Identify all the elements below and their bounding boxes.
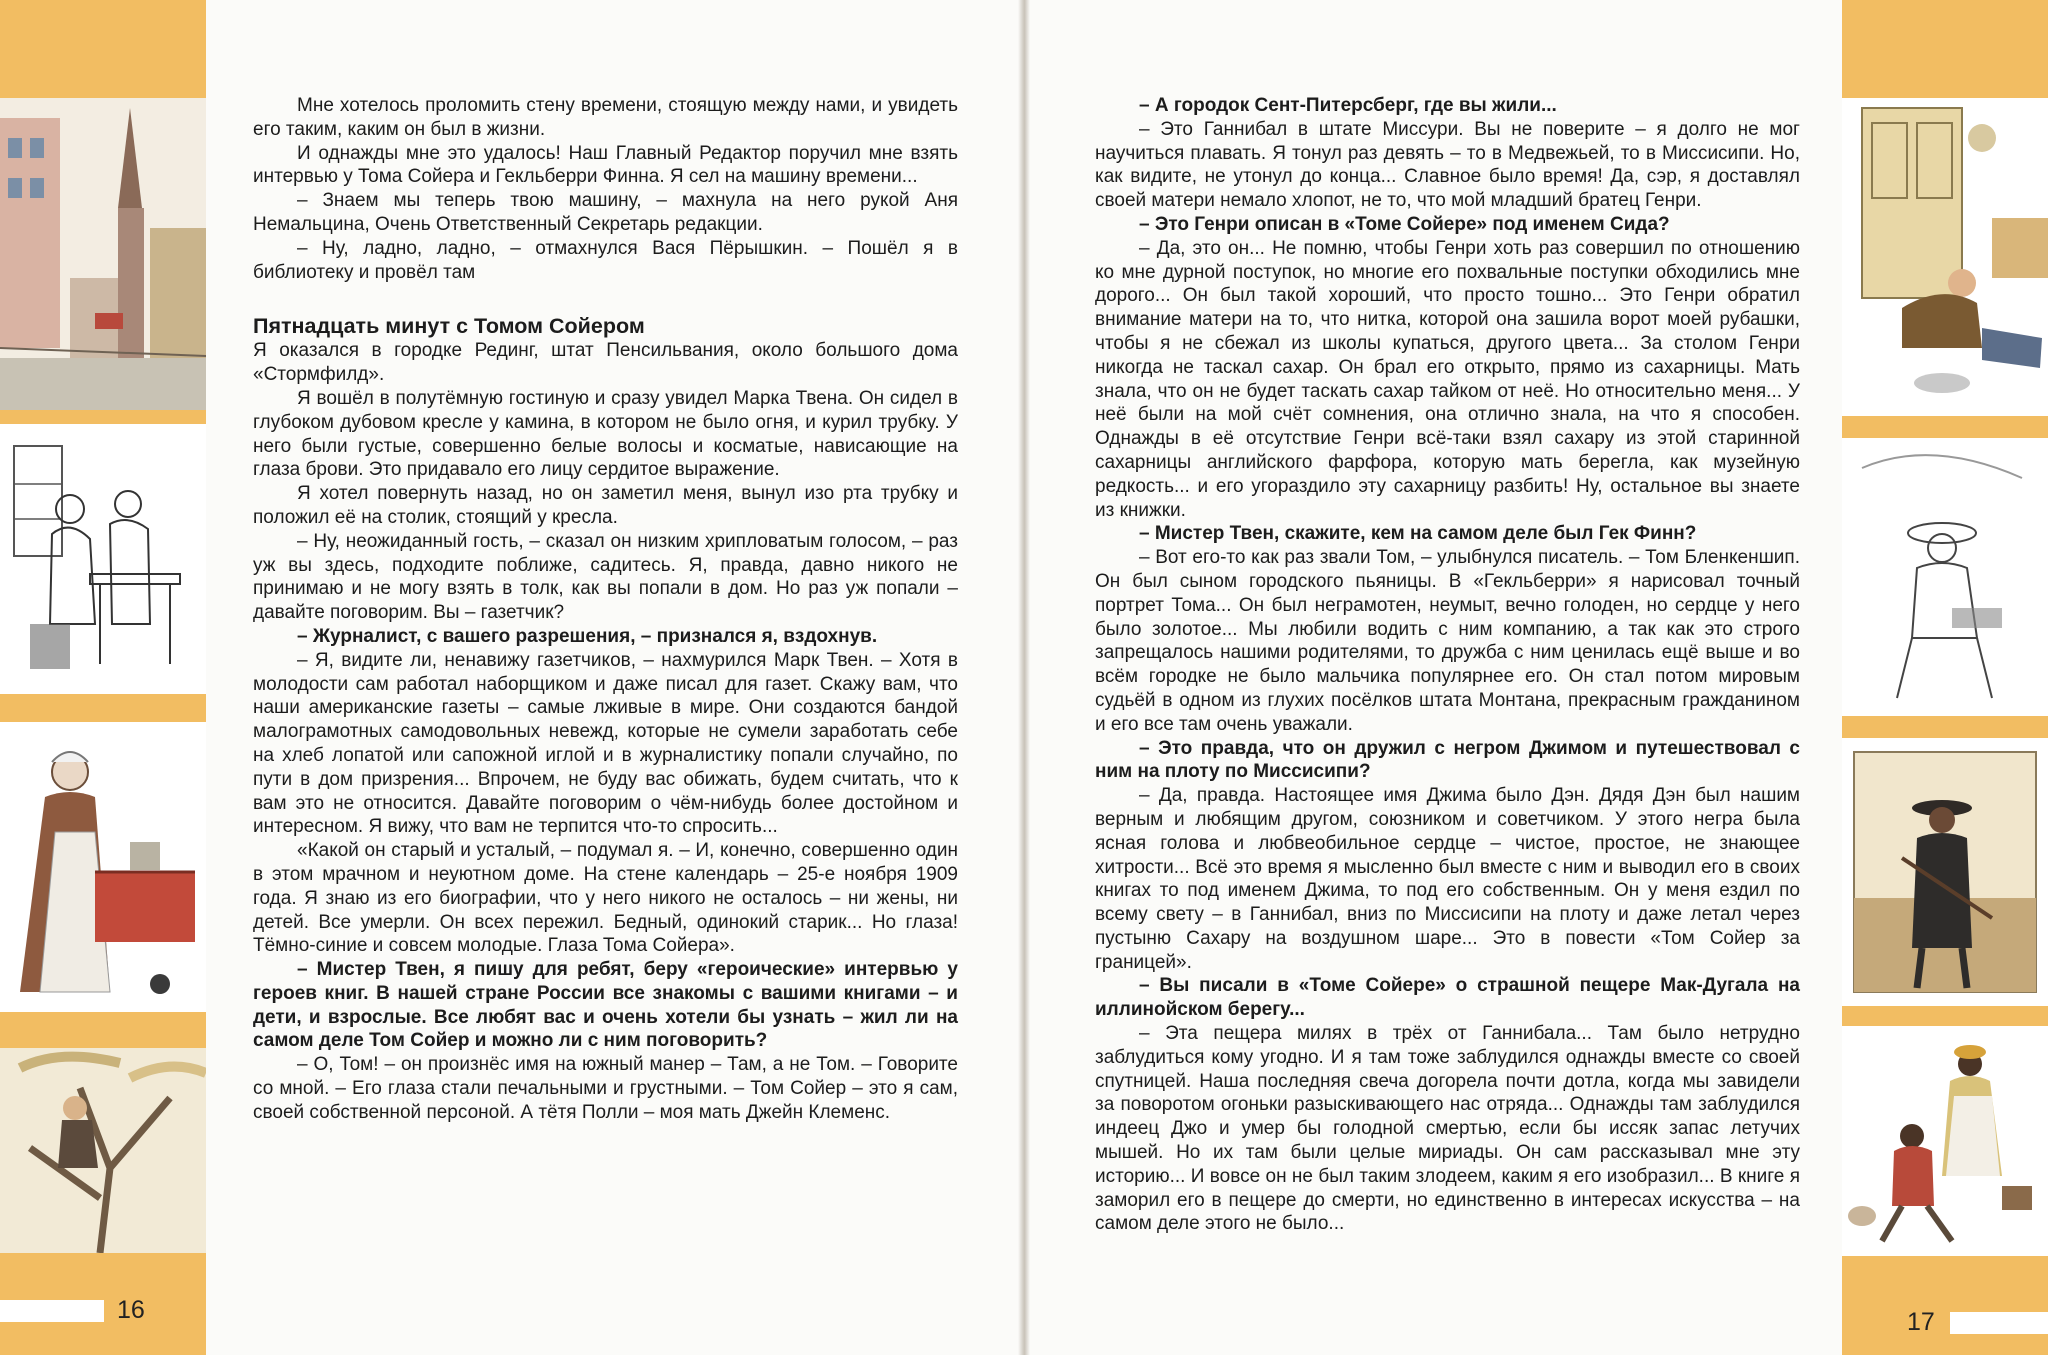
right-text-column	[1095, 94, 1800, 1236]
paragraph: – Я, видите ли, ненавижу газетчиков, – нахмурился Марк Твен. – Хотя в молодости сам работал наборщиком и даже писал для газет. Скажу вам, что наши американские газеты – самые лживые в мире. Они создаются бандой малограмотных самодовольных невежд, которые не сумели заработать себе на хлеб лопатой или сапожной иглой и в журналистику попали случайно, по пути в дом призрения... Впрочем, не буду вас обижать, будем считать, что к вам это не относится. Давайте поговорим о чём-нибудь более достойном и интересном. Я вижу, что вам не терпится что-то спросить...	[253, 649, 958, 838]
interviewer-question: – Мистер Твен, я пишу для ребят, беру «героические» интервью у героев книг. В нашей стране России все знакомы с вашими книгами – и дети, и взрослые. Все любят вас и очень хотели бы узнать – жил ли на самом деле Том Сойер и можно ли с ним поговорить?	[253, 959, 958, 1052]
left-illustration-column	[0, 0, 206, 1355]
left-page	[0, 0, 1022, 1355]
accent-band	[1842, 716, 2048, 738]
paragraph: Я вошёл в полутёмную гостиную и сразу увидел Марка Твена. Он сидел в глубоком дубовом кресле у камина, в котором не было огня, и курил трубку. У него были густые, совершенно белые волосы и косматые, нависающие на глаза брови. Это придавало его лицу сердитое выражение.	[253, 387, 958, 481]
right-body-text	[1095, 94, 1800, 1236]
paragraph: – Да, это он... Не помню, чтобы Генри хоть раз совершил по отношению ко мне дурной поступок, но многие его похвальные поступки обходились мне дорого... Он был такой хороший, что просто тошно... Это Генри обратил внимание матери на то, что нитка, которой она зашила ворот моей рубашки, чтобы я не сбежал из школы купаться, другого цвета... За столом Генри никогда не таскал сахар. Он брал его открыто, прямо из сахарницы. Мать знала, что он не будет таскать сахар тайком от неё. Но относительно меня... У неё были на мой счёт сомнения, она отлично знала, на что я способен. Однажды в её отсутствие Генри всё-таки взял сахару из этой старинной сахарницы английского фарфора, которую мать берегла, как музейную редкость... и его угораздило эту сахарницу разбить! Ну, остальное вы знаете из книжки.	[1095, 237, 1800, 521]
accent-band	[0, 0, 206, 98]
paragraph: – Вот его-то как раз звали Том, – улыбнулся писатель. – Том Бленкеншип. Он был сыном городского пьяницы. В «Гекльберри» я нарисовал точный портрет Тома... Он был неграмотен, неумыт, вечно голоден, но сердце у него было золотое... Мы любили водить с ним компанию, а так как это строго запрещалось нашими родителями, то дружба с ним ценилась ещё выше и во всём городке не было мальчика популярнее его. Он стал потом мировым судьёй в одном из глухих посёлков штата Монтана, прекрасным гражданином и его все там очень уважали.	[1095, 547, 1800, 735]
paragraph: Я хотел повернуть назад, но он заметил меня, вынул изо рта трубку и положил её на столик, стоящий у кресла.	[253, 483, 958, 528]
paragraph: Мне хотелось проломить стену времени, стоящую между нами, и увидеть его таким, каким он был в жизни.	[253, 95, 958, 140]
page-number: 16	[117, 1296, 145, 1324]
interviewer-question: – Вы писали в «Томе Сойере» о страшной пещере Мак-Дугала на иллинойском берегу...	[1095, 975, 1800, 1021]
accent-band	[1842, 0, 2048, 98]
page-number-tab	[0, 1300, 104, 1322]
lead-paragraph: Я оказался в городке Рединг, штат Пенсильвания, около большого дома «Стормфилд».	[253, 340, 958, 386]
interviewer-question: – Журналист, с вашего разрешения, – признался я, вздохнув.	[297, 625, 878, 647]
injun-joe-illustration	[1842, 738, 2048, 1006]
paragraph: И однажды мне это удалось! Наш Главный Редактор поручил мне взять интервью у Тома Сойера и Гекльберри Финна. Я сел на машину времени...	[253, 142, 958, 188]
left-text-column	[253, 94, 958, 1125]
book-gutter	[1018, 0, 1030, 1355]
paragraph: – Да, правда. Настоящее имя Джима было Дэн. Дядя Дэн был нашим верным и любящим другом, союзником и советчиком. У этого негра была ясная голова и любвеобильное сердце – чистое, простое, не знающее хитрости... Всё это время я мысленно был вместе с ним и выводил его в своих книгах то под именем Джима, то под его собственным. Он у меня ездил по всему свету – в Ганнибал, вниз по Миссисипи на плоту и даже летал через пустыню Сахару на воздушном шаре... Это в повести «Том Сойер за границей».	[1095, 785, 1800, 973]
jim-and-boys-illustration	[1842, 1026, 2048, 1256]
interviewer-question: – Это Генри описан в «Томе Сойере» под именем Сида?	[1139, 213, 1670, 235]
right-illustration-column	[1842, 0, 2048, 1355]
paragraph: – Ну, ладно, ладно, – отмахнулся Вася Пёрышкин. – Пошёл я в библиотеку и провёл там	[253, 237, 958, 283]
huck-sketch-illustration	[1842, 438, 2048, 716]
paragraph: – Ну, неожиданный гость, – сказал он низким хрипловатым голосом, – раз уж вы здесь, подходите поближе, садитесь. Я, правда, давно никого не принимаю и не могу взять в толк, как вы попали в дом. Но раз уж попали – давайте поговорим. Вы – газетчик?	[253, 530, 958, 624]
tom-crawling-illustration	[1842, 98, 2048, 416]
left-body-text	[253, 387, 958, 1125]
section-heading: Пятнадцать минут с Томом Сойером	[253, 314, 645, 339]
aunt-polly-illustration	[0, 722, 206, 1012]
paragraph: – Знаем мы теперь твою машину, – махнула на него рукой Аня Немальцина, Очень Ответственный Секретарь редакции.	[253, 190, 958, 235]
page-number-tab	[1950, 1312, 2048, 1334]
right-page	[1026, 0, 2048, 1355]
accent-band	[0, 1012, 206, 1048]
paragraph: – О, Том! – он произнёс имя на южный манер – Там, а не Том. – Говорите со мной. – Его глаза стали печальными и грустными. – Том Сойер – это я сам, своей собственной персоной. А тётя Полли – моя мать Джейн Клеменс.	[253, 1054, 958, 1123]
paragraph: – Эта пещера милях в трёх от Ганнибала... Там было нетрудно заблудиться кому угодно. И я там тоже заблудился однажды вместе со своей спутницей. Наша последняя свеча догорела почти дотла, когда мы завидели за поворотом огоньки разыскивающего нас отряда... Однажды там заблудился индеец Джо и умер бы голодной смертью, если бы иссяк запас летучих мышей. Но их там были целые мириады. Он сам рассказывал мне эту историю... И вовсе он не был таким злодеем, каким я его изобразил... В книге я заморил его в пещере до смерти, но единственно в интересах искусства – на самом деле этого не было...	[1095, 1023, 1800, 1235]
accent-band	[0, 694, 206, 722]
paragraph: «Какой он старый и усталый, – подумал я. – И, конечно, совершенно один в этом мрачном и неуютном доме. На стене календарь – 25-е ноября 1909 года. Я знаю из его биографии, что у него никого не осталось – ни жены, ни детей. Все умерли. Он всех пережил. Бедный, одинокий старик... Но глаза! Тёмно-синие и совсем молодые. Глаза Тома Сойера».	[253, 840, 958, 957]
paragraph: – Это Ганнибал в штате Миссури. Вы не поверите – я долго не мог научиться плавать. Я тонул раз девять – то в Медвежьей, то в Миссисипи. Но, как видите, не утонул до конца... Славное было время! Да, сэр, я доставлял своей матери немало хлопот, не то, что мой младший братец Генри.	[1095, 118, 1800, 212]
accent-band	[0, 410, 206, 424]
tavern-sketch-illustration	[0, 424, 206, 694]
accent-band	[1842, 416, 2048, 438]
boy-in-tree-illustration	[0, 1048, 206, 1253]
interviewer-question: – А городок Сент-Питерсберг, где вы жили...	[1139, 95, 1557, 116]
page-number: 17	[1907, 1308, 1935, 1336]
interviewer-question: – Это правда, что он дружил с негром Джимом и путешествовал с ним на плоту по Миссисипи?	[1095, 737, 1800, 783]
town-street-illustration	[0, 98, 206, 410]
interviewer-question: – Мистер Твен, скажите, кем на самом деле был Гек Финн?	[1139, 523, 1697, 545]
accent-band	[1842, 1256, 2048, 1355]
accent-band	[1842, 1006, 2048, 1026]
